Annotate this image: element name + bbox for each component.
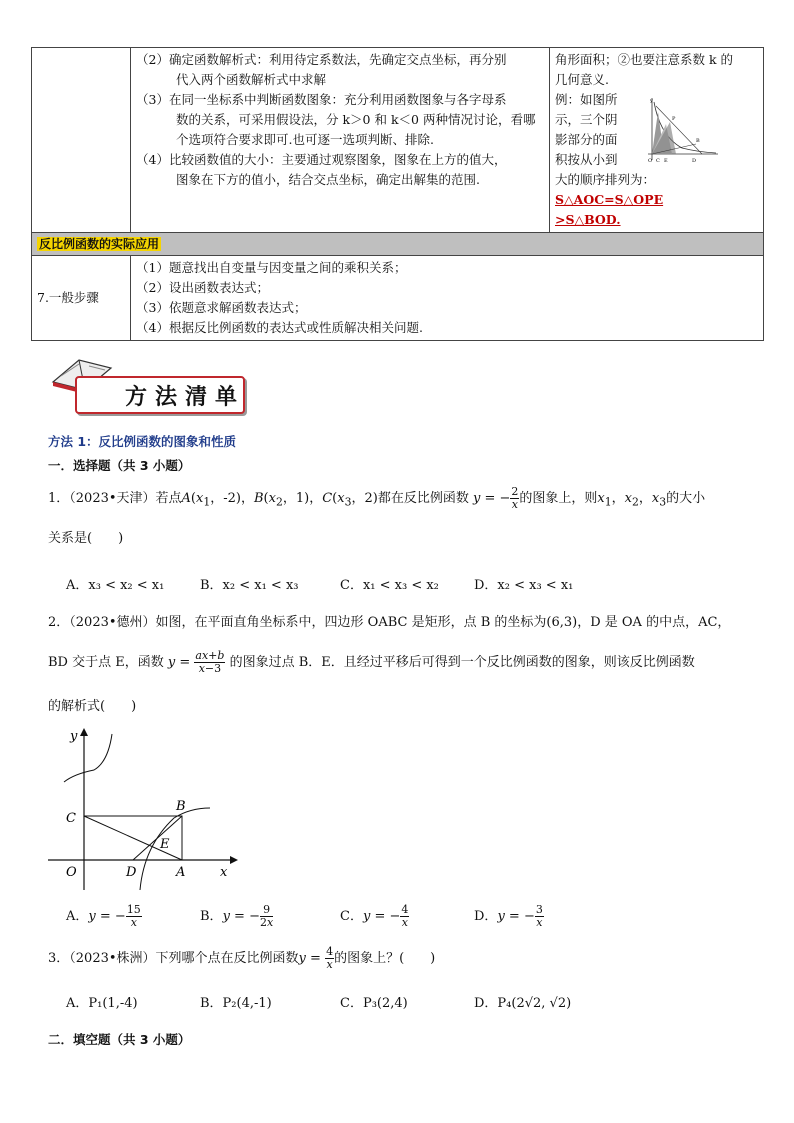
- question-2-line3: 的解析式( ): [48, 699, 137, 714]
- q3-option-c[interactable]: C．P₃(2,4): [340, 996, 408, 1011]
- right-text-1: 角形面积；②也要注意系数 k 的: [555, 52, 734, 67]
- q2-option-b[interactable]: B．y = − $\frac{9}{2x}$: [200, 903, 274, 929]
- step-4: （4）根据反比例函数的表达式或性质解决相关问题.: [136, 320, 423, 335]
- table-cell-right: [550, 48, 764, 233]
- section-2-title: 二．填空题（共 3 小题）: [48, 1032, 191, 1047]
- mini-label-c: C: [656, 158, 660, 164]
- steps-label: 7.一般步骤: [32, 256, 131, 341]
- q1-option-d[interactable]: D．x₂ < x₃ < x₁: [474, 578, 574, 593]
- summary-table: [31, 47, 764, 341]
- question-2-line1: 2．（2023•德州）如图，在平面直角坐标系中，四边形 OABC 是矩形，点 B 的坐标为(6,3)，D 是 OA 的中点，AC，: [48, 615, 731, 630]
- mini-label-p: P: [672, 116, 676, 122]
- question-3: 3．（2023•株洲）下列哪个点在反比例函数y = $\frac{4}{x}$ 的图象上？( ): [48, 945, 436, 971]
- q3-option-d[interactable]: D．P₄(2√2, √2): [474, 996, 572, 1011]
- graph-label-a: A: [176, 865, 186, 880]
- section-1-title: 一．选择题（共 3 小题）: [48, 458, 191, 473]
- table-cell-content: [131, 48, 550, 233]
- q3-option-b[interactable]: B．P₂(4,-1): [200, 996, 272, 1011]
- mini-label-b: B: [696, 138, 700, 144]
- graph-label-c: C: [66, 811, 76, 826]
- item4: （4）比较函数值的大小：主要通过观察图象，图象在上方的值大， 图象在下方的值小，结合交点坐标，确定出解集的范围.: [136, 152, 507, 187]
- section-row: [32, 233, 764, 256]
- right-answer-2: >S△BOD.: [555, 212, 621, 227]
- graph-label-y: y: [70, 729, 78, 744]
- method-title: 方法 1：反比例函数的图象和性质: [48, 434, 237, 449]
- section-cell: [32, 233, 764, 256]
- item3: （3）在同一坐标系中判断函数图象：充分利用函数图象与各字母系 数的关系，可采用假设法，分 k＞0 和 k＜0 两种情况讨论，看哪 个选项符合要求即可.也可逐一选项判断、排除.: [136, 92, 536, 147]
- steps-content: [131, 256, 764, 341]
- mini-label-o: O: [648, 158, 653, 164]
- item2: （2）确定函数解析式：利用待定系数法，先确定交点坐标，再分别 代入两个函数解析式中求解: [136, 52, 507, 87]
- q2-option-a[interactable]: A．y = − $\frac{15}{x}$: [66, 903, 141, 929]
- q1-option-c[interactable]: C．x₁ < x₃ < x₂: [340, 578, 439, 593]
- q2-option-c[interactable]: C．y = − $\frac{4}{x}$: [340, 903, 409, 929]
- banner-title: 方法清单: [125, 385, 246, 410]
- mini-graph-figure: [642, 96, 720, 164]
- graph-label-b: B: [176, 799, 186, 814]
- mini-label-y: y: [650, 98, 653, 104]
- right-text-2: 几何意义.: [555, 72, 609, 87]
- question-1-line2: 关系是( ): [48, 531, 124, 546]
- step-3: （3）依题意求解函数表达式；: [136, 300, 307, 315]
- q2-option-d[interactable]: D．y = − $\frac{3}{x}$: [474, 903, 543, 929]
- right-text-5: 影部分的面: [555, 132, 618, 147]
- table-row: [32, 48, 764, 233]
- table-row: [32, 256, 764, 341]
- graph-label-d: D: [126, 865, 137, 880]
- table-cell-empty: [32, 48, 131, 233]
- q1-option-b[interactable]: B．x₂ < x₁ < x₃: [200, 578, 299, 593]
- step-1: （1）题意找出自变量与因变量之间的乘积关系；: [136, 260, 407, 275]
- right-text-6: 积按从小到: [555, 152, 618, 167]
- question-1: 1．（2023•天津）若点$A(x_1$，-2)，$B(x_2$，1)，$C(x_3$，2)都在反比例函数 y = − $\frac{2}{x}$ 的图象上，则$x_1$，$x_2$，$x_3$的大小: [48, 485, 706, 511]
- graph-label-e: E: [160, 837, 170, 852]
- q3-option-a[interactable]: A．P₁(1,-4): [66, 996, 138, 1011]
- step-2: （2）设出函数表达式；: [136, 280, 269, 295]
- mini-label-d: D: [692, 158, 697, 164]
- q2-graph-figure: [44, 726, 244, 892]
- question-2-line2: BD 交于点 E，函数 y = $\frac{ax+b}{x-3}$ 的图象过点 B．E．且经过平移后可得到一个反比例函数的图象，则该反比例函数: [48, 649, 695, 675]
- q1-option-a[interactable]: A．x₃ < x₂ < x₁: [66, 578, 165, 593]
- graph-label-x: x: [220, 865, 228, 880]
- mini-label-e: E: [664, 158, 668, 164]
- right-text-3: 例：如图所: [555, 92, 618, 107]
- section-label: 反比例函数的实际应用: [39, 237, 160, 251]
- right-text-4: 示，三个阴: [555, 112, 618, 127]
- graph-label-o: O: [66, 865, 77, 880]
- method-banner: [45, 352, 245, 414]
- right-text-7: 大的顺序排列为：S△AOC=S△OPE: [555, 172, 664, 207]
